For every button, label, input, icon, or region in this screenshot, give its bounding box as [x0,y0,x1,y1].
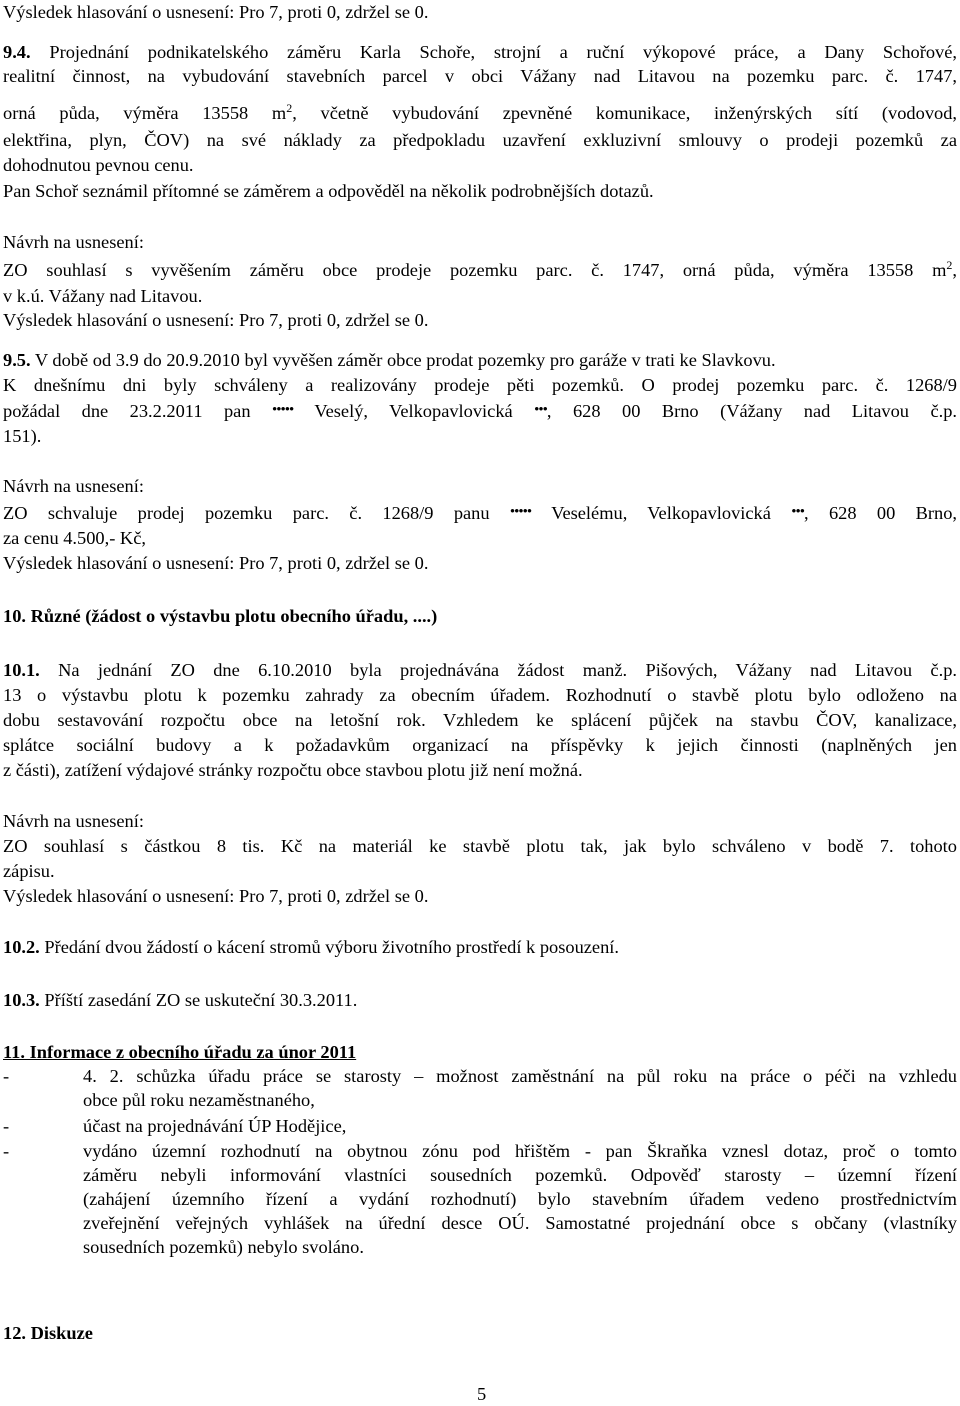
item-10-2: 10.2. Předání dvou žádostí o kácení stromů výboru životního prostředí k posouzení. [3,937,619,957]
proposal-label: Návrh na usnesení: [3,476,144,496]
item-number: 10.3. [3,990,40,1010]
item-9-4-line-6: Pan Schoř seznámil přítomné se záměrem a odpověděl na několik podrobnějších dotazů. [3,181,654,201]
item-9-4-line-2: realitní činnost, na vybudování stavebních parcel v obci Vážany nad Litavou na pozemku parc. č. 1747, [3,66,957,86]
list-line: zveřejnění veřejných vyhlášek na úřední desce OÚ. Samostatné projednání obce s občany (vlastníky [83,1213,957,1233]
item-9-4-line-3: orná půda, výměra 13558 $m^2$, včetně vybudování zpevněné komunikace, inženýrských sítí (vodovod, [3,101,958,123]
list-dash: - [3,1116,10,1136]
proposal-label: Návrh na usnesení: [3,811,144,831]
page-number: 5 [477,1384,487,1404]
item-number: 10.1. [3,660,40,680]
list-line: 4. 2. schůzka úřadu práce se starosty – možnost zaměstnání na půl roku na práce o péči na vzhledu [83,1066,957,1086]
redaction-mark: ••••• [509,504,532,520]
list-dash: - [3,1141,10,1161]
item-10-1-line-5: z části), zatížení výdajové stránky rozpočtu obce stavbou plotu již není možná. [3,760,583,780]
item-9-5-line-1: 9.5. V době od 3.9 do 20.9.2010 byl vyvěšen záměr obce prodat pozemky pro garáže v trati ke Slavkovu. [3,350,776,370]
item-9-4-line-1: 9.4. Projednání podnikatelského záměru Karla Schoře, strojní a ruční výkopové práce, a Dany Schořové, [3,42,957,62]
item-10-1-line-1: 10.1. Na jednání ZO dne 6.10.2010 byla projednávána žádost manž. Pišových, Vážany nad Litavou č.p. [3,660,957,680]
vote-result: Výsledek hlasování o usnesení: Pro 7, proti 0, zdržel se 0. [3,886,429,906]
section-heading-12: 12. Diskuze [3,1323,93,1343]
resolution-9-4-line-1: ZO souhlasí s vyvěšením záměru obce prodeje pozemku parc. č. 1747, orná půda, výměra 13558 $m^2$, [3,258,957,280]
resolution-9-5-line-1: ZO schvaluje prodej pozemku parc. č. 1268/9 panu ••••• Veselému, Velkopavlovická •••, 628 00 Brno, [3,503,957,523]
redaction-mark: ••• [791,504,805,520]
redaction-mark: ••••• [271,402,294,418]
resolution-9-5-line-2: za cenu 4.500,- Kč, [3,528,146,548]
item-number: 10.2. [3,937,40,957]
item-10-1-line-2: 13 o výstavbu plotu k pozemku zahrady za obecním úřadem. Rozhodnutí o stavbě plotu bylo odloženo na [3,685,957,705]
item-9-5-line-3: požádal dne 23.2.2011 pan ••••• Veselý, Velkopavlovická •••, 628 00 Brno (Vážany nad Litavou č.p. [3,401,957,421]
item-9-5-line-4: 151). [3,426,42,446]
list-line: záměru nebyli informování vlastníci sousedních pozemků. Odpověď starosty – územní řízení [83,1165,957,1185]
resolution-10-1-line-2: zápisu. [3,861,55,881]
vote-result: Výsledek hlasování o usnesení: Pro 7, proti 0, zdržel se 0. [3,2,429,22]
resolution-9-4-line-2: v k.ú. Vážany nad Litavou. [3,286,203,306]
item-number: 9.4. [3,42,31,62]
resolution-10-1-line-1: ZO souhlasí s částkou 8 tis. Kč na materiál ke stavbě plotu tak, jak bylo schváleno v bodě 7. tohoto [3,836,957,856]
item-10-1-line-3: dobu sestavování rozpočtu obce na letošní rok. Vzhledem ke splácení půjček na stavbu ČOV, kanalizace, [3,710,957,730]
item-9-4-line-4: elektřina, plyn, ČOV) na své náklady za předpokladu uzavření exkluzivní smlouvy o prodeji pozemků za [3,130,957,150]
list-dash: - [3,1066,10,1086]
redaction-mark: ••• [534,402,547,418]
list-line: obce půl roku nezaměstnaného, [83,1090,315,1110]
list-line: vydáno územní rozhodnutí na obytnou zónu pod hřištěm - pan Škraňka vznesl dotaz, proč o tomto [83,1141,957,1161]
section-heading-11: 11. Informace z obecního úřadu za únor 2011 [3,1042,357,1062]
section-heading-10: 10. Různé (žádost o výstavbu plotu obecního úřadu, ....) [3,606,438,626]
item-9-4-line-5: dohodnutou pevnou cenu. [3,155,194,175]
item-10-1-line-4: splátce sociální budovy a k požadavkům organizací na příspěvky k jejich činnosti (naplněných jen [3,735,957,755]
item-number: 9.5. [3,350,31,370]
list-line: sousedních pozemků) nebylo svoláno. [83,1237,364,1257]
item-9-5-line-2: K dnešnímu dni byly schváleny a realizovány prodeje pěti pozemků. O prodej pozemku parc. č. 1268/9 [3,375,957,395]
vote-result: Výsledek hlasování o usnesení: Pro 7, proti 0, zdržel se 0. [3,310,429,330]
list-line: (zahájení územního řízení a vydání rozhodnutí) bylo stavebním úřadem vedeno prostřednictvím [83,1189,957,1209]
list-line: účast na projednávání ÚP Hodějice, [83,1116,347,1136]
proposal-label: Návrh na usnesení: [3,232,144,252]
vote-result: Výsledek hlasování o usnesení: Pro 7, proti 0, zdržel se 0. [3,553,429,573]
item-10-3: 10.3. Příští zasedání ZO se uskuteční 30.3.2011. [3,990,358,1010]
